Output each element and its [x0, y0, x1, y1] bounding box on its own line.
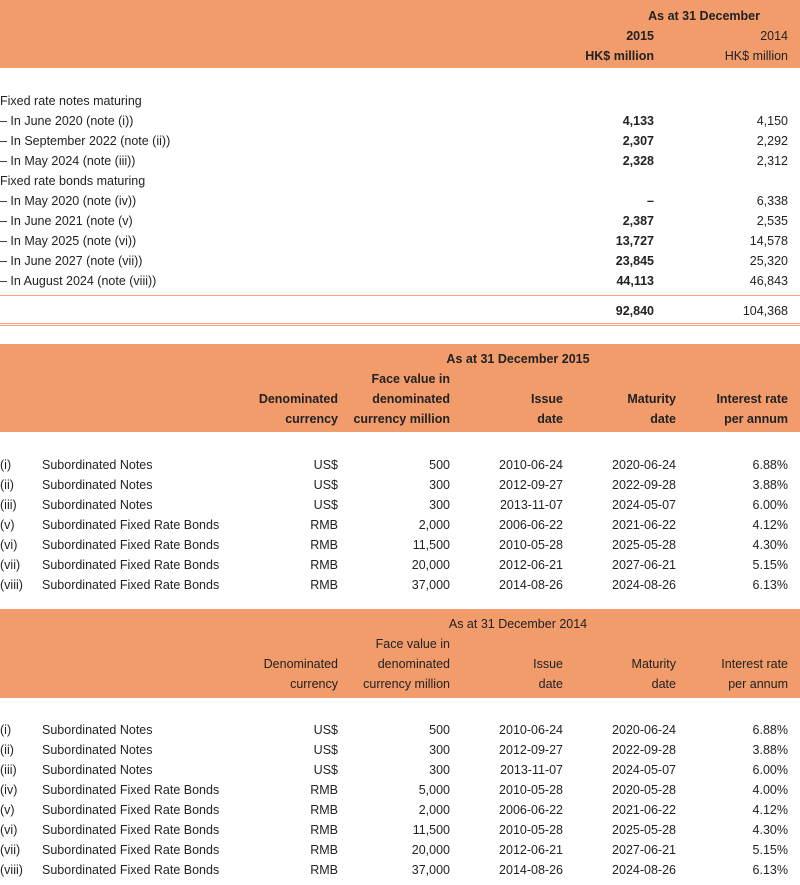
table-row-interest-rate: 5.15%: [752, 558, 788, 572]
summary-row-label: Fixed rate notes maturing: [0, 94, 142, 108]
table-row-currency: US$: [313, 743, 338, 757]
table-row-note: (vi): [0, 823, 18, 837]
table-row-interest-rate: 4.00%: [752, 783, 788, 797]
table-row-face-value: 37,000: [411, 578, 450, 592]
table2014-head-face-2: denominated: [377, 657, 450, 671]
summary-row-label: – In May 2025 (note (vi)): [0, 234, 137, 248]
table-row-face-value: 5,000: [418, 783, 450, 797]
table2015-head-currency-1: Denominated: [258, 392, 338, 406]
table-row-description: Subordinated Notes: [42, 498, 153, 512]
table2014-title: As at 31 December 2014: [448, 617, 588, 631]
table2014-head-issue-1: Issue: [533, 657, 563, 671]
table-row-face-value: 300: [429, 763, 450, 777]
table2014-head-rate-2: per annum: [728, 677, 788, 691]
table-row-maturity-date: 2024-05-07: [612, 763, 676, 777]
table-row-issue-date: 2010-06-24: [499, 458, 563, 472]
summary-row-2014: 6,338: [756, 194, 788, 208]
table-row-note: (ii): [0, 743, 14, 757]
table-row-note: (vii): [0, 843, 21, 857]
summary-row-label: – In June 2021 (note (v): [0, 214, 133, 228]
summary-total-2014: 104,368: [742, 304, 788, 318]
table-row-description: Subordinated Notes: [42, 763, 153, 777]
table-row-interest-rate: 4.30%: [752, 823, 788, 837]
summary-row-label: Fixed rate bonds maturing: [0, 174, 146, 188]
table-row-maturity-date: 2020-05-28: [612, 783, 676, 797]
table-row-issue-date: 2010-06-24: [499, 723, 563, 737]
table-row-maturity-date: 2025-05-28: [612, 823, 676, 837]
table-row-issue-date: 2014-08-26: [499, 578, 563, 592]
table-row-issue-date: 2014-08-26: [499, 863, 563, 877]
summary-row-label: – In August 2024 (note (viii)): [0, 274, 157, 288]
table-row-description: Subordinated Notes: [42, 743, 153, 757]
table-row-interest-rate: 3.88%: [752, 478, 788, 492]
table-row-note: (v): [0, 518, 15, 532]
table-row-issue-date: 2006-06-22: [499, 803, 563, 817]
table2015-head-face-3: currency million: [353, 412, 450, 426]
table2015-head-issue-2: date: [537, 412, 563, 426]
table-row-description: Subordinated Fixed Rate Bonds: [42, 558, 220, 572]
table-row-maturity-date: 2020-06-24: [612, 458, 676, 472]
table-row-currency: RMB: [310, 803, 338, 817]
table-row-face-value: 2,000: [418, 803, 450, 817]
table-row-note: (vii): [0, 558, 21, 572]
table2015-head-rate-1: Interest rate: [716, 392, 788, 406]
summary-row-2014: 25,320: [749, 254, 788, 268]
summary-row-2015: 4,133: [622, 114, 654, 128]
summary-row-2015: –: [647, 194, 654, 208]
summary-row-2014: 2,292: [756, 134, 788, 148]
table-row-currency: US$: [313, 763, 338, 777]
table-row-note: (iii): [0, 763, 17, 777]
summary-row-2015: 44,113: [616, 274, 654, 288]
table-row-interest-rate: 4.12%: [752, 803, 788, 817]
summary-row-2014: 2,535: [756, 214, 788, 228]
summary-row-2014: 4,150: [756, 114, 788, 128]
summary-as-at: As at 31 December: [648, 9, 760, 23]
table-row-description: Subordinated Fixed Rate Bonds: [42, 518, 220, 532]
table2014-head-currency-2: currency: [290, 677, 338, 691]
summary-row-label: – In May 2024 (note (iii)): [0, 154, 136, 168]
table2015-head-face-2: denominated: [372, 392, 450, 406]
table-row-issue-date: 2012-09-27: [499, 743, 563, 757]
table-row-maturity-date: 2022-09-28: [612, 743, 676, 757]
summary-row-2015: 13,727: [615, 234, 654, 248]
table-row-description: Subordinated Fixed Rate Bonds: [42, 578, 220, 592]
summary-divider-top: [0, 295, 800, 296]
table-row-interest-rate: 6.88%: [752, 723, 788, 737]
table2014-head-face-3: currency million: [363, 677, 450, 691]
summary-row-label: – In June 2027 (note (vii)): [0, 254, 143, 268]
table-row-maturity-date: 2021-06-22: [612, 518, 676, 532]
table-row-maturity-date: 2024-08-26: [612, 578, 676, 592]
table-row-currency: RMB: [310, 518, 338, 532]
summary-row-2014: 14,578: [749, 234, 788, 248]
table-row-description: Subordinated Fixed Rate Bonds: [42, 803, 220, 817]
table-row-interest-rate: 6.88%: [752, 458, 788, 472]
table-row-face-value: 11,500: [412, 538, 450, 552]
table-row-note: (ii): [0, 478, 14, 492]
table-row-currency: RMB: [310, 558, 338, 572]
table-row-interest-rate: 4.30%: [752, 538, 788, 552]
summary-row-2015: 2,307: [622, 134, 654, 148]
summary-row-2015: 23,845: [615, 254, 654, 268]
table-row-maturity-date: 2025-05-28: [612, 538, 676, 552]
table-row-issue-date: 2012-09-27: [499, 478, 563, 492]
table-row-note: (vi): [0, 538, 18, 552]
table-row-issue-date: 2012-06-21: [499, 843, 563, 857]
summary-unit-2014: HK$ million: [724, 49, 788, 63]
table-row-description: Subordinated Fixed Rate Bonds: [42, 783, 220, 797]
table-row-maturity-date: 2027-06-21: [612, 843, 676, 857]
table-row-maturity-date: 2020-06-24: [612, 723, 676, 737]
table-row-face-value: 20,000: [411, 558, 450, 572]
summary-total-2015: 92,840: [615, 304, 654, 318]
table-row-maturity-date: 2027-06-21: [612, 558, 676, 572]
table-row-description: Subordinated Notes: [42, 458, 153, 472]
summary-row-2015: 2,328: [622, 154, 654, 168]
table-row-issue-date: 2010-05-28: [499, 783, 563, 797]
table-row-description: Subordinated Fixed Rate Bonds: [42, 863, 220, 877]
table-row-issue-date: 2010-05-28: [499, 538, 563, 552]
table-row-face-value: 20,000: [411, 843, 450, 857]
table-row-face-value: 37,000: [411, 863, 450, 877]
table-row-note: (viii): [0, 863, 23, 877]
table-row-note: (iv): [0, 783, 18, 797]
summary-year-2014: 2014: [760, 29, 788, 43]
table-row-face-value: 500: [429, 723, 450, 737]
table-row-face-value: 2,000: [418, 518, 450, 532]
table-row-interest-rate: 6.13%: [752, 863, 788, 877]
table2015-head-maturity-2: date: [650, 412, 676, 426]
table-row-interest-rate: 5.15%: [752, 843, 788, 857]
table-row-interest-rate: 4.12%: [752, 518, 788, 532]
table-row-issue-date: 2010-05-28: [499, 823, 563, 837]
table-row-currency: RMB: [310, 578, 338, 592]
table-row-face-value: 11,500: [412, 823, 450, 837]
summary-divider-bottom-2: [0, 325, 800, 326]
summary-row-label: – In June 2020 (note (i)): [0, 114, 134, 128]
table-row-currency: RMB: [310, 538, 338, 552]
table-row-note: (i): [0, 723, 12, 737]
table-row-description: Subordinated Notes: [42, 723, 153, 737]
table-row-description: Subordinated Fixed Rate Bonds: [42, 538, 220, 552]
summary-row-label: – In September 2022 (note (ii)): [0, 134, 171, 148]
table2014-head-maturity-2: date: [651, 677, 676, 691]
table-row-description: Subordinated Fixed Rate Bonds: [42, 823, 220, 837]
table-row-currency: US$: [313, 498, 338, 512]
table-row-issue-date: 2012-06-21: [499, 558, 563, 572]
table-row-issue-date: 2013-11-07: [499, 498, 563, 512]
table2015-head-maturity-1: Maturity: [627, 392, 676, 406]
table2014-head-maturity-1: Maturity: [631, 657, 676, 671]
table-row-face-value: 500: [429, 458, 450, 472]
table-row-description: Subordinated Notes: [42, 478, 153, 492]
table2014-head-currency-1: Denominated: [263, 657, 338, 671]
summary-divider-bottom: [0, 323, 800, 324]
table2014-head-rate-1: Interest rate: [721, 657, 788, 671]
table-row-note: (v): [0, 803, 15, 817]
table2015-head-face-1: Face value in: [371, 372, 450, 386]
summary-row-2014: 2,312: [756, 154, 788, 168]
table-row-interest-rate: 3.88%: [752, 743, 788, 757]
summary-year-2015: 2015: [626, 29, 654, 43]
table2015-title: As at 31 December 2015: [446, 352, 590, 366]
table2014-head-face-1: Face value in: [375, 637, 450, 651]
table-row-issue-date: 2013-11-07: [499, 763, 563, 777]
summary-row-2015: 2,387: [622, 214, 654, 228]
table-row-note: (iii): [0, 498, 17, 512]
table-row-description: Subordinated Fixed Rate Bonds: [42, 843, 220, 857]
table2015-head-currency-2: currency: [285, 412, 338, 426]
table-row-maturity-date: 2024-05-07: [612, 498, 676, 512]
table-row-maturity-date: 2022-09-28: [612, 478, 676, 492]
table2015-head-rate-2: per annum: [724, 412, 788, 426]
summary-row-label: – In May 2020 (note (iv)): [0, 194, 137, 208]
table-row-currency: US$: [313, 458, 338, 472]
table2015-head-issue-1: Issue: [531, 392, 563, 406]
table-row-currency: RMB: [310, 863, 338, 877]
table-row-face-value: 300: [429, 498, 450, 512]
table-row-maturity-date: 2021-06-22: [612, 803, 676, 817]
table-row-note: (viii): [0, 578, 23, 592]
table-row-face-value: 300: [429, 478, 450, 492]
table-row-interest-rate: 6.00%: [752, 498, 788, 512]
table-row-interest-rate: 6.00%: [752, 763, 788, 777]
table-row-note: (i): [0, 458, 12, 472]
table-row-currency: RMB: [310, 823, 338, 837]
summary-row-2014: 46,843: [749, 274, 788, 288]
summary-unit-2015: HK$ million: [585, 49, 654, 63]
table-row-currency: US$: [313, 723, 338, 737]
table-row-interest-rate: 6.13%: [752, 578, 788, 592]
table-row-currency: RMB: [310, 843, 338, 857]
table-row-currency: US$: [313, 478, 338, 492]
table-row-issue-date: 2006-06-22: [499, 518, 563, 532]
table2014-head-issue-2: date: [538, 677, 563, 691]
table-row-currency: RMB: [310, 783, 338, 797]
table-row-maturity-date: 2024-08-26: [612, 863, 676, 877]
table-row-face-value: 300: [429, 743, 450, 757]
